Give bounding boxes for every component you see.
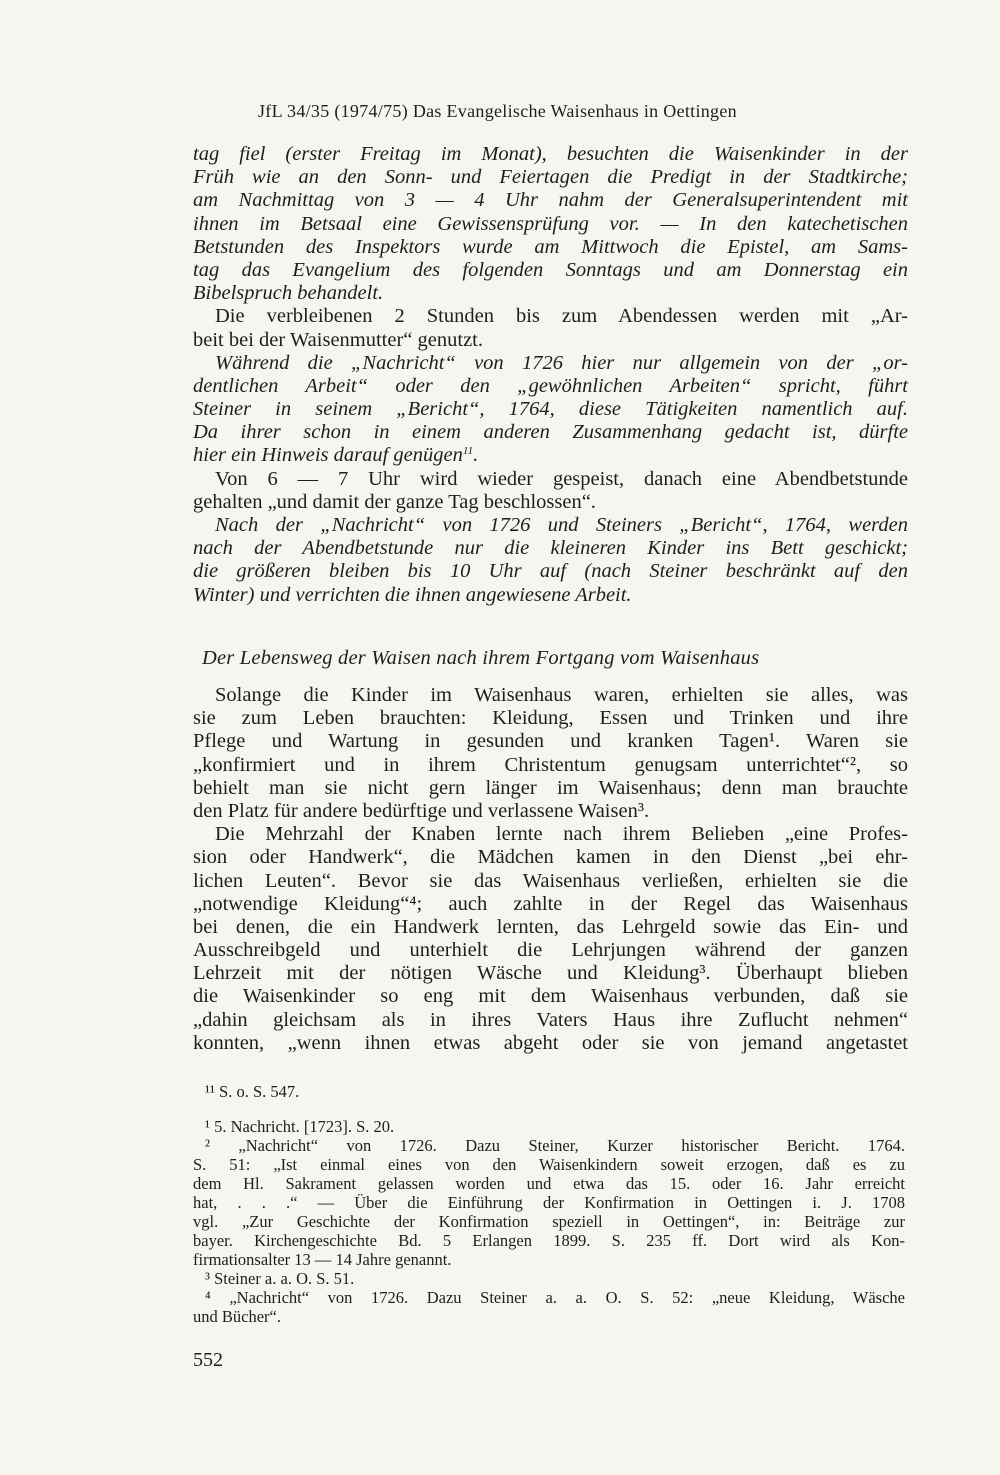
text-line	[193, 846, 908, 869]
line-text: Ausschreibgeld und unterhielt die Lehrjungen während der ganzen	[193, 939, 908, 962]
line-text: dem Hl. Sakrament gelassen worden und etwa das 15. oder 16. Jahr erreicht	[193, 1174, 905, 1193]
line-text: den Platz für andere bedürftige und verlassene Waisen³.	[193, 799, 650, 822]
text-line	[193, 1117, 905, 1136]
text-line	[193, 893, 908, 916]
text-line: hier ein Hinweis darauf genügen$^{11}$.	[193, 444, 479, 467]
text-line	[193, 1193, 905, 1212]
line-text: sie zum Leben brauchten: Kleidung, Essen und Trinken und ihre	[193, 707, 908, 730]
text-line	[193, 1155, 905, 1174]
line-text: Während die „Nachricht“ von 1726 hier nur allgemein von der „or-	[215, 351, 908, 374]
body-text-section-1	[193, 143, 908, 607]
line-text: Solange die Kinder im Waisenhaus waren, erhielten sie alles, was	[215, 684, 908, 706]
text-line	[193, 375, 908, 398]
line-text: Nach der „Nachricht“ von 1726 und Steiners „Bericht“, 1764, werden	[215, 514, 908, 536]
line-text: behielt man sie nicht gern länger im Waisenhaus; denn man brauchte	[193, 776, 908, 799]
text-line	[193, 213, 908, 236]
line-text: ¹¹ S. o. S. 547.	[205, 1082, 300, 1101]
line-text: „notwendige Kleidung“⁴; auch zahlte in der Regel das Waisenhaus	[193, 892, 908, 915]
text-line	[193, 189, 908, 212]
text-line	[193, 143, 908, 166]
text-line	[193, 916, 908, 939]
line-text: tag fiel (erster Freitag im Monat), besuchten die Waisenkinder in der	[193, 143, 908, 165]
text-line	[193, 684, 908, 707]
text-line	[193, 259, 908, 282]
line-text: Von 6 — 7 Uhr wird wieder gespeist, danach eine Abendbetstunde	[215, 467, 908, 490]
text-line	[193, 282, 908, 305]
text-line	[193, 491, 908, 514]
line-text: S. 51: „Ist einmal eines von den Waisenkindern soweit erzogen, daß es zu	[193, 1155, 905, 1174]
line-text: nach der Abendbetstunde nur die kleineren Kinder ins Bett geschickt;	[193, 537, 908, 560]
line-text: Die Mehrzahl der Knaben lernte nach ihrem Belieben „eine Profes-	[215, 823, 908, 846]
text-line	[193, 962, 908, 985]
line-text: Pflege und Wartung in gesunden und kranken Tagen¹. Waren sie	[193, 730, 908, 753]
text-line	[193, 800, 908, 823]
text-line	[193, 1288, 905, 1307]
running-header: JfL 34/35 (1974/75) Das Evangelische Waisenhaus in Oettingen	[258, 101, 737, 121]
body-text-section-2	[193, 684, 908, 1055]
text-line	[193, 1009, 908, 1032]
text-line	[193, 1212, 905, 1231]
line-text: hat, . . .“ — Über die Einführung der Konfirmation in Oettingen i. J. 1708	[193, 1193, 905, 1212]
text-line	[193, 1231, 905, 1250]
text-line	[193, 329, 908, 352]
text-line	[193, 166, 908, 189]
line-text: Betstunden des Inspektors wurde am Mittwoch die Epistel, am Sams-	[193, 235, 908, 258]
text-line	[193, 777, 908, 800]
text-line	[193, 1032, 908, 1055]
text-line	[193, 398, 908, 421]
text-line	[193, 537, 908, 560]
line-text: ¹ 5. Nachricht. [1723]. S. 20.	[205, 1117, 395, 1136]
text-line	[193, 823, 908, 846]
line-text: „dahin gleichsam als in ihres Vaters Haus ihre Zuflucht nehmen“	[193, 1008, 908, 1031]
text-line	[193, 939, 908, 962]
line-text: tag das Evangelium des folgenden Sonntags und am Donnerstag ein	[193, 258, 908, 281]
line-text: sion oder Handwerk“, die Mädchen kamen in den Dienst „bei ehr-	[193, 846, 908, 869]
line-text: „konfirmiert und in ihrem Christentum genugsam unterrichtet“², so	[193, 753, 908, 776]
line-text: ⁴ „Nachricht“ von 1726. Dazu Steiner a. a. O. S. 52: „neue Kleidung, Wäsche	[205, 1288, 905, 1307]
section-heading: Der Lebensweg der Waisen nach ihrem Fortgang vom Waisenhaus	[202, 647, 760, 669]
page-number: 552	[193, 1349, 223, 1371]
line-text: ² „Nachricht“ von 1726. Dazu Steiner, Kurzer historischer Bericht. 1764.	[205, 1136, 905, 1155]
text-line	[193, 707, 908, 730]
line-text: Die verbleibenen 2 Stunden bis zum Abendessen werden mit „Ar-	[215, 305, 908, 328]
text-line	[193, 514, 908, 537]
text-line	[193, 870, 908, 893]
line-text: ³ Steiner a. a. O. S. 51.	[205, 1269, 355, 1288]
line-text: und Bücher“.	[193, 1307, 281, 1326]
text-line	[193, 421, 908, 444]
text-line	[193, 236, 908, 259]
text-line	[193, 305, 908, 328]
line-text: Da ihrer schon in einem anderen Zusammenhang gedacht ist, dürfte	[193, 421, 908, 444]
line-text: dentlichen Arbeit“ oder den „gewöhnlichen Arbeiten“ spricht, führt	[193, 374, 908, 397]
line-text: Bibelspruch behandelt.	[193, 282, 384, 305]
text-line	[193, 754, 908, 777]
text-line	[193, 560, 908, 583]
footnotes	[193, 1117, 905, 1326]
text-line	[193, 730, 908, 753]
text-line	[193, 1250, 905, 1269]
line-text: konnten, „wenn ihnen etwas abgeht oder sie von jemand angetastet	[193, 1031, 908, 1054]
line-text: hier ein Hinweis darauf genügen	[193, 444, 463, 467]
line-text: bayer. Kirchengeschichte Bd. 5 Erlangen 1899. S. 235 ff. Dort wird als Kon-	[193, 1231, 905, 1250]
line-text: beit bei der Waisenmutter“ genutzt.	[193, 328, 483, 351]
line-text: ihnen im Betsaal eine Gewissensprüfung vor. — In den katechetischen	[193, 212, 908, 235]
text-line	[193, 1082, 905, 1101]
line-text: Steiner in seinem „Bericht“, 1764, diese Tätigkeiten namentlich auf.	[193, 398, 908, 421]
footnotes-continued	[193, 1082, 905, 1101]
text-line	[193, 1174, 905, 1193]
footnote-marker: 11	[462, 445, 474, 458]
text-line	[193, 1307, 905, 1326]
text-line	[193, 1269, 905, 1288]
line-text: Lehrzeit mit der nötigen Wäsche und Kleidung³. Überhaupt blieben	[193, 962, 908, 985]
line-text: gehalten „und damit der ganze Tag beschlossen“.	[193, 490, 596, 513]
text-line	[193, 352, 908, 375]
line-text: lichen Leuten“. Bevor sie das Waisenhaus verließen, erhielten sie die	[193, 869, 908, 892]
line-text: die Waisenkinder so eng mit dem Waisenhaus verbunden, daß sie	[193, 985, 908, 1008]
line-text: firmationsalter 13 — 14 Jahre genannt.	[193, 1250, 452, 1269]
line-text: am Nachmittag von 3 — 4 Uhr nahm der Generalsuperintendent mit	[193, 189, 908, 212]
line-text: vgl. „Zur Geschichte der Konfirmation speziell in Oettingen“, in: Beiträge zur	[193, 1212, 905, 1231]
text-line	[193, 468, 908, 491]
line-text: die größeren bleiben bis 10 Uhr auf (nach Steiner beschränkt auf den	[193, 560, 908, 583]
text-line	[193, 584, 908, 607]
text-line	[193, 985, 908, 1008]
line-text: bei denen, die ein Handwerk lernten, das Lehrgeld sowie das Ein- und	[193, 915, 908, 938]
line-text: Früh wie an den Sonn- und Feiertagen die Predigt in der Stadtkirche;	[193, 166, 908, 189]
line-text: Winter) und verrichten die ihnen angewiesene Arbeit.	[193, 583, 632, 606]
text-line	[193, 1136, 905, 1155]
